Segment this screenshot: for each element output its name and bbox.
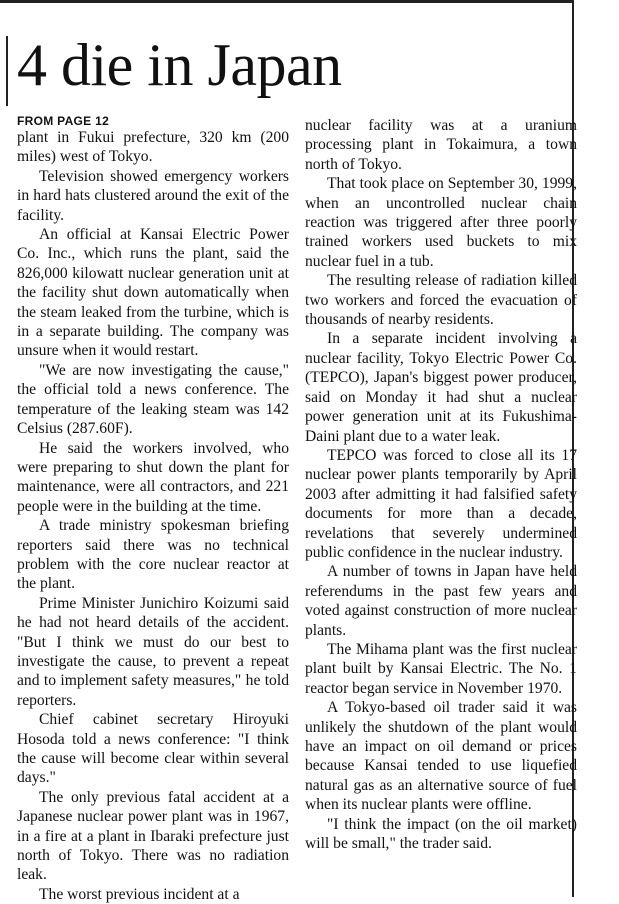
paragraph: The worst previous incident at a (39, 885, 240, 903)
paragraph: That took place on September 30, 1999, when an uncontrolled nuclear chain reaction was triggered after three poorly trained workers used buckets to mix nuclear fuel in a tub. (305, 175, 577, 270)
paragraph: The Mihama plant was the first nuclear plant built by Kansai Electric. The No. 1 reactor began service in November 1970. (305, 640, 577, 697)
paragraph: In a separate incident involving a nuclear facility, Tokyo Electric Power Co. (TEPCO), Japan's biggest power producer, said on Monday it had shut a nuclear power generation unit at its Fukushima-Daini plant due to a water leak. (305, 330, 577, 445)
headline: 4 die in Japan (17, 32, 342, 98)
article-column-left (17, 114, 289, 904)
top-rule (0, 0, 572, 3)
paragraph: An official at Kansai Electric Power Co. Inc., which runs the plant, said the 826,000 kilowatt nuclear generation unit at the facility shut down automatically when the steam leaked from the turbine, which is in a separate building. The company was unsure when it would restart. (17, 226, 289, 360)
paragraph: "I think the impact (on the oil market) will be small," the trader said. (305, 815, 577, 853)
paragraph: Prime Minister Junichiro Koizumi said he had not heard details of the accident. "But I think we must do our best to investigate the cause, to prevent a repeat and to implement safety measures," he told reporters. (17, 594, 289, 709)
paragraph: The resulting release of radiation killed two workers and forced the evacuation of thousands of nearby residents. (305, 272, 577, 329)
paragraph: A Tokyo-based oil trader said it was unlikely the shutdown of the plant would have an impact on oil demand or prices because Kansai tended to use liquefied natural gas as an alternative source of fuel when its nuclear plants were offline. (305, 699, 577, 814)
paragraph: A trade ministry spokesman briefing reporters said there was no technical problem with the core nuclear reactor at the plant. (17, 517, 289, 593)
paragraph: TEPCO was forced to close all its 17 nuclear power plants temporarily by April 2003 after admitting it had falsified safety documents for more than a decade, revelations that severely undermined public confidence in the nuclear industry. (305, 446, 577, 561)
paragraph: "We are now investigating the cause," the official told a news conference. The temperature of the leaking steam was 142 Celsius (287.60F). (17, 361, 289, 438)
paragraph: Television showed emergency workers in hard hats clustered around the exit of the facility. (17, 167, 289, 224)
paragraph: plant in Fukui prefecture, 320 km (200 miles) west of Tokyo. (17, 129, 289, 166)
paragraph: The only previous fatal accident at a Japanese nuclear power plant was in 1967, in a fire at a plant in Ibaraki prefecture just north of Tokyo. There was no radiation leak. (17, 788, 289, 884)
paragraph: nuclear facility was at a uranium processing plant in Tokaimura, a town north of Tokyo. (305, 117, 577, 173)
paragraph: Chief cabinet secretary Hiroyuki Hosoda told a news conference: "I think the cause will become clear within several days." (17, 711, 289, 787)
paragraph: He said the workers involved, who were preparing to shut down the plant for maintenance, were all contractors, and 221 people were in the building at the time. (17, 439, 289, 515)
from-page-label: FROM PAGE 12 (17, 114, 110, 128)
left-rule (6, 36, 8, 106)
paragraph: A number of towns in Japan have held referendums in the past few years and voted against construction of more nuclear plants. (305, 563, 577, 639)
article-column-right (305, 116, 577, 853)
